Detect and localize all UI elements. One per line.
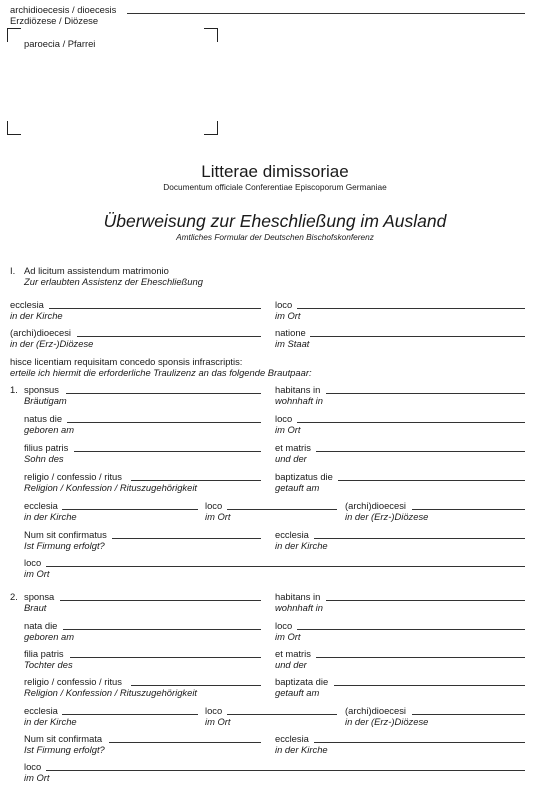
groom-filius-label: filius patris	[24, 442, 69, 453]
groom-confirmation-church-field[interactable]	[314, 538, 525, 539]
bride-diocesi-label-de: in der (Erz-)Diözese	[345, 716, 429, 727]
bride-sponsa-label: sponsa	[24, 591, 55, 602]
groom-baptism-date-field[interactable]	[338, 480, 525, 481]
bride-habitans-label: habitans in	[275, 591, 321, 602]
bride-mother-field[interactable]	[316, 657, 525, 658]
natione-label: natione	[275, 327, 306, 338]
bride-matris-label: et matris	[275, 648, 311, 659]
bride-baptizata-label-de: getauft am	[275, 687, 320, 698]
stamp-corner-br	[204, 121, 218, 135]
german-title: Überweisung zur Eheschließung im Ausland	[103, 211, 447, 231]
diocese-field[interactable]	[127, 13, 525, 14]
groom-loco3-label: loco	[24, 557, 42, 568]
bride-baptism-diocese-field[interactable]	[412, 714, 525, 715]
loco-label-de: im Ort	[275, 310, 301, 321]
parish-label: paroecia / Pfarrei	[24, 38, 96, 49]
groom-number: 1.	[10, 384, 18, 395]
groom-religio-label-de: Religion / Konfession / Rituszugehörigkeit	[24, 482, 198, 493]
bride-confirmation-place-field[interactable]	[46, 770, 525, 771]
groom-sponsus-label-de: Bräutigam	[24, 395, 67, 406]
stamp-corner-tr	[204, 28, 218, 42]
bride-father-field[interactable]	[70, 657, 261, 658]
section-title-de: Zur erlaubten Assistenz der Eheschließung	[24, 276, 203, 287]
groom-confirmation-field[interactable]	[112, 538, 261, 539]
groom-father-field[interactable]	[74, 451, 261, 452]
bride-residence-field[interactable]	[326, 600, 525, 601]
section-number: I.	[10, 265, 16, 276]
bride-diocesi-label: (archi)dioecesi	[345, 705, 406, 716]
groom-name-field[interactable]	[66, 393, 261, 394]
groom-confirmation-place-field[interactable]	[46, 566, 525, 567]
groom-birthplace-field[interactable]	[297, 422, 525, 423]
diocesi-label: (archi)dioecesi	[10, 327, 71, 338]
bride-loco-label-de: im Ort	[275, 631, 301, 642]
ecclesia-label-de: in der Kirche	[10, 310, 63, 321]
bride-confirm-label-de: Ist Firmung erfolgt?	[24, 744, 105, 755]
bride-ecclesia-label-de: in der Kirche	[24, 716, 77, 727]
latin-title: Litterae dimissoriae	[201, 162, 349, 181]
groom-matris-label: et matris	[275, 442, 311, 453]
bride-confirmation-field[interactable]	[109, 742, 261, 743]
stamp-corner-tl	[7, 28, 21, 42]
natione-field[interactable]	[310, 336, 525, 337]
bride-name-field[interactable]	[60, 600, 261, 601]
bride-ecclesia2-label: ecclesia	[275, 733, 309, 744]
bride-baptism-place-field[interactable]	[227, 714, 337, 715]
bride-loco-label: loco	[275, 620, 293, 631]
bride-ecclesia2-label-de: in der Kirche	[275, 744, 328, 755]
bride-sponsa-label-de: Braut	[24, 602, 47, 613]
section-title: Ad licitum assistendum matrimonio	[24, 265, 169, 276]
licence-text-de: erteile ich hiermit die erforderliche Traulizenz an das folgende Brautpaar:	[10, 367, 312, 378]
natione-label-de: im Staat	[275, 338, 310, 349]
groom-residence-field[interactable]	[326, 393, 525, 394]
bride-matris-label-de: und der	[275, 659, 307, 670]
bride-baptizata-label: baptizata die	[275, 676, 329, 687]
stamp-corner-bl	[7, 121, 21, 135]
groom-loco-label: loco	[275, 413, 293, 424]
bride-baptism-date-field[interactable]	[334, 685, 525, 686]
groom-diocesi-label: (archi)dioecesi	[345, 500, 406, 511]
parish-stamp-area[interactable]	[20, 52, 200, 117]
bride-religio-label-de: Religion / Konfession / Rituszugehörigkeit	[24, 687, 198, 698]
groom-habitans-label-de: wohnhaft in	[275, 395, 323, 406]
diocesi-field[interactable]	[77, 336, 261, 337]
german-subtitle: Amtliches Formular der Deutschen Bischofskonferenz	[176, 232, 374, 242]
groom-baptism-diocese-field[interactable]	[412, 509, 525, 510]
groom-baptism-church-field[interactable]	[62, 509, 198, 510]
diocese-label: archidioecesis / dioecesis	[10, 4, 117, 15]
bride-number: 2.	[10, 591, 18, 602]
groom-loco2-label: loco	[205, 500, 223, 511]
groom-baptizatus-label: baptizatus die	[275, 471, 333, 482]
groom-sponsus-label: sponsus	[24, 384, 59, 395]
bride-loco2-label: loco	[205, 705, 223, 716]
bride-baptism-church-field[interactable]	[62, 714, 198, 715]
ecclesia-field[interactable]	[49, 308, 261, 309]
groom-ecclesia-label: ecclesia	[24, 500, 58, 511]
groom-religio-label: religio / confessio / ritus	[24, 471, 122, 482]
latin-subtitle: Documentum officiale Conferentiae Episcoporum Germaniae	[163, 182, 387, 192]
groom-religion-field[interactable]	[131, 480, 261, 481]
groom-natus-label: natus die	[24, 413, 63, 424]
bride-loco2-label-de: im Ort	[205, 716, 231, 727]
groom-confirm-label-de: Ist Firmung erfolgt?	[24, 540, 105, 551]
groom-loco2-label-de: im Ort	[205, 511, 231, 522]
groom-filius-label-de: Sohn des	[24, 453, 64, 464]
groom-baptism-place-field[interactable]	[227, 509, 337, 510]
bride-confirmation-church-field[interactable]	[314, 742, 525, 743]
groom-matris-label-de: und der	[275, 453, 307, 464]
diocesi-label-de: in der (Erz-)Diözese	[10, 338, 94, 349]
bride-religion-field[interactable]	[131, 685, 261, 686]
bride-filia-label-de: Tochter des	[24, 659, 73, 670]
bride-nata-label-de: geboren am	[24, 631, 75, 642]
groom-loco3-label-de: im Ort	[24, 568, 50, 579]
groom-mother-field[interactable]	[316, 451, 525, 452]
bride-nata-label: nata die	[24, 620, 58, 631]
groom-baptizatus-label-de: getauft am	[275, 482, 320, 493]
licence-text: hisce licentiam requisitam concedo sponsis infrascriptis:	[10, 356, 243, 367]
groom-birthdate-field[interactable]	[67, 422, 261, 423]
bride-birthdate-field[interactable]	[63, 629, 261, 630]
bride-loco3-label-de: im Ort	[24, 772, 50, 783]
groom-ecclesia2-label-de: in der Kirche	[275, 540, 328, 551]
groom-confirm-label: Num sit confirmatus	[24, 529, 107, 540]
diocese-label-de: Erzdiözese / Diözese	[10, 15, 99, 26]
groom-diocesi-label-de: in der (Erz-)Diözese	[345, 511, 429, 522]
bride-birthplace-field[interactable]	[297, 629, 525, 630]
bride-religio-label: religio / confessio / ritus	[24, 676, 122, 687]
bride-filia-label: filia patris	[24, 648, 64, 659]
ecclesia-label: ecclesia	[10, 299, 44, 310]
groom-loco-label-de: im Ort	[275, 424, 301, 435]
bride-confirm-label: Num sit confirmata	[24, 733, 103, 744]
loco-field[interactable]	[297, 308, 525, 309]
groom-natus-label-de: geboren am	[24, 424, 75, 435]
groom-ecclesia2-label: ecclesia	[275, 529, 309, 540]
bride-loco3-label: loco	[24, 761, 42, 772]
groom-habitans-label: habitans in	[275, 384, 321, 395]
bride-ecclesia-label: ecclesia	[24, 705, 58, 716]
groom-ecclesia-label-de: in der Kirche	[24, 511, 77, 522]
bride-habitans-label-de: wohnhaft in	[275, 602, 323, 613]
loco-label: loco	[275, 299, 293, 310]
